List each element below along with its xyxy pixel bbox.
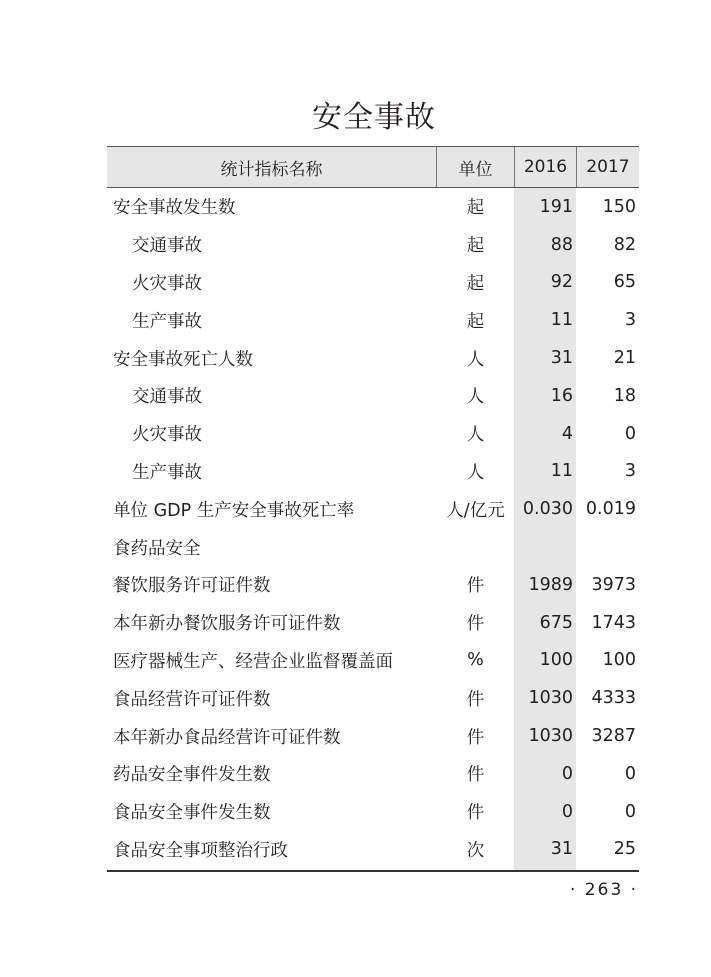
header-unit: 单位 [437, 147, 515, 187]
table-row [107, 717, 639, 755]
indicator-name-cell: 食品安全事项整治行政 [113, 840, 288, 861]
unit-cell: 件 [466, 803, 485, 824]
value-2016-cell: 11 [550, 461, 573, 482]
indicator-name-cell: 单位 GDP 生产安全事故死亡率 [113, 500, 355, 521]
indicator-name-cell: 餐饮服务许可证件数 [113, 576, 271, 597]
value-2016-cell: 100 [539, 650, 573, 671]
value-2016-cell: 4 [561, 423, 573, 444]
table-body [107, 188, 639, 872]
value-2017-cell: 3973 [591, 574, 636, 595]
table-row [107, 793, 639, 831]
unit-cell: 件 [466, 576, 485, 597]
unit-cell: 起 [466, 198, 485, 219]
unit-cell: 人 [466, 349, 485, 370]
unit-cell: 次 [466, 840, 485, 861]
indicator-name-cell: 本年新办食品经营许可证件数 [113, 727, 341, 748]
value-2017-cell: 3 [624, 461, 636, 482]
table-row [107, 566, 639, 604]
value-2017-cell: 150 [602, 196, 636, 217]
unit-cell: 人 [466, 462, 485, 483]
table-row [107, 226, 639, 264]
value-2016-cell: 1989 [528, 574, 573, 595]
indicator-name-cell: 火灾事故 [132, 273, 202, 294]
unit-cell: 人 [466, 425, 485, 446]
indicator-name-cell: 火灾事故 [132, 425, 202, 446]
indicator-name-cell: 医疗器械生产、经营企业监督覆盖面 [113, 651, 393, 672]
value-2016-cell: 88 [550, 234, 573, 255]
value-2016-cell: 0.030 [522, 499, 573, 520]
indicator-name-cell: 食品经营许可证件数 [113, 689, 271, 710]
unit-cell: 起 [466, 236, 485, 257]
header-year-2016: 2016 [515, 147, 577, 187]
value-2017-cell: 1743 [591, 612, 636, 633]
table-row [107, 831, 639, 869]
unit-cell: 起 [466, 273, 485, 294]
value-2017-cell [576, 528, 639, 566]
value-2016-cell [514, 528, 576, 566]
statistics-table [107, 146, 639, 872]
table-row [107, 604, 639, 642]
table-row [107, 490, 639, 528]
value-2016-cell: 191 [539, 196, 573, 217]
table-row [107, 264, 639, 302]
unit-cell: 起 [466, 311, 485, 332]
table-row [107, 642, 639, 680]
indicator-name-cell: 药品安全事件发生数 [113, 765, 271, 786]
table-row [107, 339, 639, 377]
indicator-name-cell: 生产事故 [132, 462, 202, 483]
page-number: · 263 · [570, 880, 639, 900]
value-2017-cell: 0.019 [585, 499, 636, 520]
unit-cell: % [467, 650, 484, 671]
value-2017-cell: 4333 [591, 688, 636, 709]
table-row [107, 377, 639, 415]
value-2017-cell: 25 [613, 839, 636, 860]
value-2016-cell: 675 [539, 612, 573, 633]
value-2016-cell: 0 [561, 801, 573, 822]
value-2016-cell: 1030 [528, 726, 573, 747]
value-2016-cell: 0 [561, 763, 573, 784]
value-2016-cell: 1030 [528, 688, 573, 709]
header-year-2017: 2017 [586, 157, 630, 177]
value-2017-cell: 3 [624, 310, 636, 331]
value-2017-cell: 0 [624, 423, 636, 444]
table-row [107, 679, 639, 717]
table-row [107, 453, 639, 491]
table-row [107, 755, 639, 793]
unit-cell: 件 [466, 614, 485, 635]
indicator-name-cell: 安全事故发生数 [113, 198, 236, 219]
indicator-name-cell: 生产事故 [132, 311, 202, 332]
table-row [107, 301, 639, 339]
header-indicator-name: 统计指标名称 [107, 147, 437, 187]
indicator-name-cell: 食药品安全 [113, 538, 201, 559]
value-2016-cell: 16 [550, 385, 573, 406]
unit-cell: 人/亿元 [446, 500, 505, 521]
indicator-name-cell: 食品安全事件发生数 [113, 803, 271, 824]
table-row [107, 188, 639, 226]
value-2017-cell: 82 [613, 234, 636, 255]
unit-cell: 件 [466, 727, 485, 748]
value-2016-cell: 31 [550, 348, 573, 369]
value-2017-cell: 100 [602, 650, 636, 671]
value-2017-cell: 3287 [591, 726, 636, 747]
unit-cell: 件 [466, 765, 485, 786]
value-2017-cell: 0 [624, 801, 636, 822]
indicator-name-cell: 安全事故死亡人数 [113, 349, 253, 370]
value-2016-cell: 31 [550, 839, 573, 860]
value-2016-cell: 11 [550, 310, 573, 331]
value-2017-cell: 21 [613, 348, 636, 369]
unit-cell: 件 [466, 689, 485, 710]
table-header [107, 146, 639, 188]
value-2017-cell: 0 [624, 763, 636, 784]
unit-cell: 人 [466, 387, 485, 408]
unit-cell [437, 528, 514, 566]
value-2016-cell: 92 [550, 272, 573, 293]
table-row [107, 415, 639, 453]
table-row [107, 528, 639, 566]
value-2017-cell: 18 [613, 385, 636, 406]
page-title: 安全事故 [312, 100, 436, 135]
value-2017-cell: 65 [613, 272, 636, 293]
indicator-name-cell: 本年新办餐饮服务许可证件数 [113, 614, 341, 635]
indicator-name-cell: 交通事故 [132, 387, 202, 408]
indicator-name-cell: 交通事故 [132, 236, 202, 257]
